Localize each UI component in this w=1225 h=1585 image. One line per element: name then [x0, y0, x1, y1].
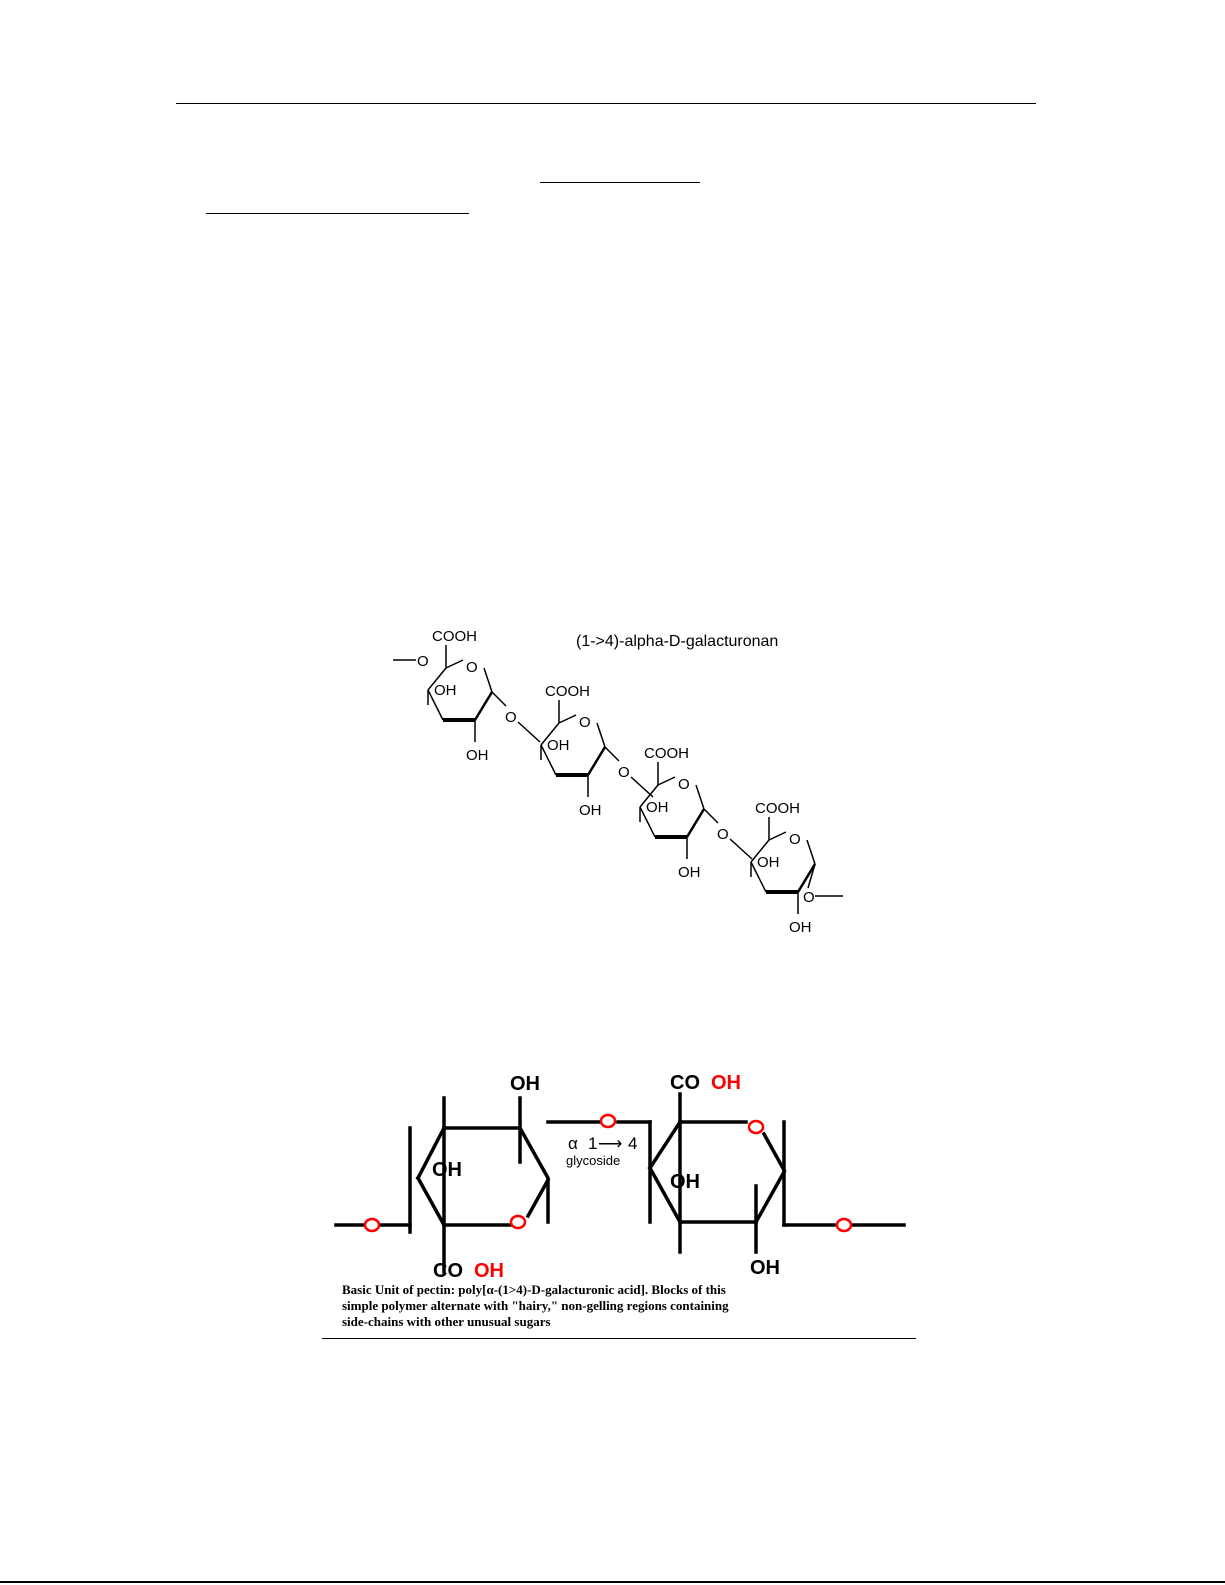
oh-bottom-right: OH	[750, 1257, 780, 1279]
figure1-title: (1->4)-alpha-D-galacturonan	[576, 633, 779, 650]
oh-top-right-red: OH	[711, 1072, 741, 1094]
co-bottom-left: CO	[433, 1260, 463, 1282]
ring4-cooh: COOH	[755, 800, 800, 817]
ring1-oh-bottom: OH	[466, 747, 489, 764]
oh-bottom-left-red: OH	[474, 1260, 504, 1282]
ring-oxygen-right	[749, 1121, 763, 1133]
terminal-oxygen-left: O	[417, 653, 429, 670]
ring3-oh-inner: OH	[646, 799, 669, 816]
ring1-oxygen: O	[466, 659, 478, 676]
ring4-oh-inner: OH	[757, 854, 780, 871]
bond-one: 1	[588, 1134, 598, 1153]
link1-oxygen: O	[505, 709, 517, 726]
link2-oxygen: O	[618, 764, 630, 781]
ring3-oxygen: O	[678, 776, 690, 793]
link3-oxygen: O	[717, 826, 729, 843]
caption-rule	[322, 1338, 916, 1339]
ring1-cooh: COOH	[432, 628, 477, 645]
ring3-oh-bottom: OH	[678, 864, 701, 881]
alpha-symbol: α	[568, 1134, 578, 1153]
ring2-oh-bottom: OH	[579, 802, 602, 819]
ring1-oh-inner: OH	[434, 682, 457, 699]
chain-oxygen-left	[365, 1219, 379, 1231]
terminal-oxygen-right: O	[803, 889, 815, 906]
oh-inner-left: OH	[432, 1159, 462, 1181]
footer-rule	[0, 1581, 1225, 1583]
ring4-oh-bottom: OH	[789, 919, 812, 936]
bond-four: 4	[628, 1134, 638, 1153]
bridge-oxygen	[601, 1115, 615, 1127]
ring2-oxygen: O	[579, 714, 591, 731]
ring3-cooh: COOH	[644, 745, 689, 762]
figure-caption: Basic Unit of pectin: poly[α-(1>4)-D-galacturonic acid]. Blocks of this simple polymer alternate with "hairy," non-gelling regions containing side-chains with other unusual sugars	[342, 1282, 729, 1329]
oh-top-left: OH	[510, 1073, 540, 1095]
ring4-oxygen: O	[789, 831, 801, 848]
oh-inner-right: OH	[670, 1171, 700, 1193]
ring-oxygen-left	[511, 1216, 525, 1228]
chain-oxygen-right	[837, 1219, 851, 1231]
bond-arrow: ⟶	[598, 1134, 623, 1153]
ring2-oh-inner: OH	[547, 737, 570, 754]
co-top-right: CO	[670, 1072, 700, 1094]
glycoside-label: glycoside	[566, 1153, 621, 1168]
ring2-cooh: COOH	[545, 683, 590, 700]
